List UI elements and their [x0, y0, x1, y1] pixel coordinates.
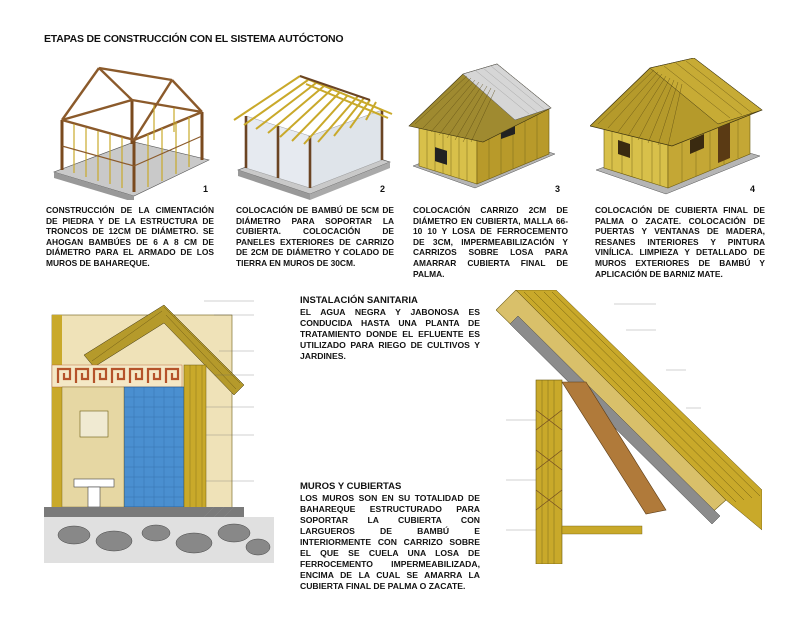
- page-title: ETAPAS DE CONSTRUCCIÓN CON EL SISTEMA AUTÓCTONO: [44, 33, 344, 45]
- stage-1-illustration: [44, 50, 214, 200]
- sanitary-description: EL AGUA NEGRA Y JABONOSA ES CONDUCIDA HASTA UNA PLANTA DE TRATAMIENTO DONDE EL EFLUENTE ES UTILIZADO PARA RIEGO DE CULTIVOS Y JARDINES.: [300, 307, 480, 361]
- roof-detail-drawing: [496, 290, 762, 564]
- sanitary-title: INSTALACIÓN SANITARIA: [300, 295, 418, 306]
- stage-3-illustration: [405, 62, 565, 192]
- stage-4-illustration: [590, 58, 766, 198]
- stage-3-description: COLOCACIÓN CARRIZO 2CM DE DIÁMETRO EN CUBIERTA, MALLA 66-10 10 Y LOSA DE FERROCEMENTO DE 3CM, IMPERMEABILIZACIÓN Y CARRIZOS SOBRE LOSA PARA AMARRAR CUBIERTA FINAL DE PALMA.: [413, 205, 568, 279]
- stage-1-number: 1: [203, 184, 209, 194]
- walls-roof-description: LOS MUROS SON EN SU TOTALIDAD DE BAHAREQUE ESTRUCTURADO PARA SOPORTAR LA CUBIERTA CON LARGUEROS DE BAMBÚ E INTERIORMENTE CON CARRIZO SOBRE EL QUE SE CUELA UNA LOSA DE FERROCEMENTO IMPERMEABILIZADA, ENCIMA DE LA CUAL SE AMARRA LA CUBIERTA FINAL DE PALMA O ZACATE.: [300, 493, 480, 591]
- stage-2-description: COLOCACIÓN DE BAMBÚ DE 5CM DE DIÁMETRO PARA SOPORTAR LA CUBIERTA. COLOCACIÓN DE PANELES EXTERIORES DE CARRIZO DE 2CM DE DIÁMETRO Y COLADO DE TIERRA EN MUROS DE 30CM.: [236, 205, 394, 268]
- stage-2-number: 2: [380, 184, 386, 194]
- stage-4-description: COLOCACIÓN DE CUBIERTA FINAL DE PALMA O ZACATE. COLOCACIÓN DE PUERTAS Y VENTANAS DE MADERA, RESANES INTERIORES Y PINTURA VINÍLICA. LIMPIEZA Y DETALLADO DE MUROS EXTERIORES DE BAMBÚ Y APLICACIÓN DE BARNIZ MATE.: [595, 205, 765, 279]
- sanitary-section-drawing: [44, 295, 274, 565]
- stage-3-number: 3: [555, 184, 561, 194]
- stage-2-illustration: [230, 70, 400, 200]
- stage-4-number: 4: [750, 184, 756, 194]
- walls-roof-title: MUROS Y CUBIERTAS: [300, 481, 402, 492]
- stage-1-description: CONSTRUCCIÓN DE LA CIMENTACIÓN DE PIEDRA Y DE LA ESTRUCTURA DE TRONCOS DE 12CM DE DIÁMETRO. SE AHOGAN BAMBÚES DE 6 A 8 CM DE DIÁMETRO PARA EL ARMADO DE LOS MUROS DE BAHAREQUE.: [46, 205, 214, 268]
